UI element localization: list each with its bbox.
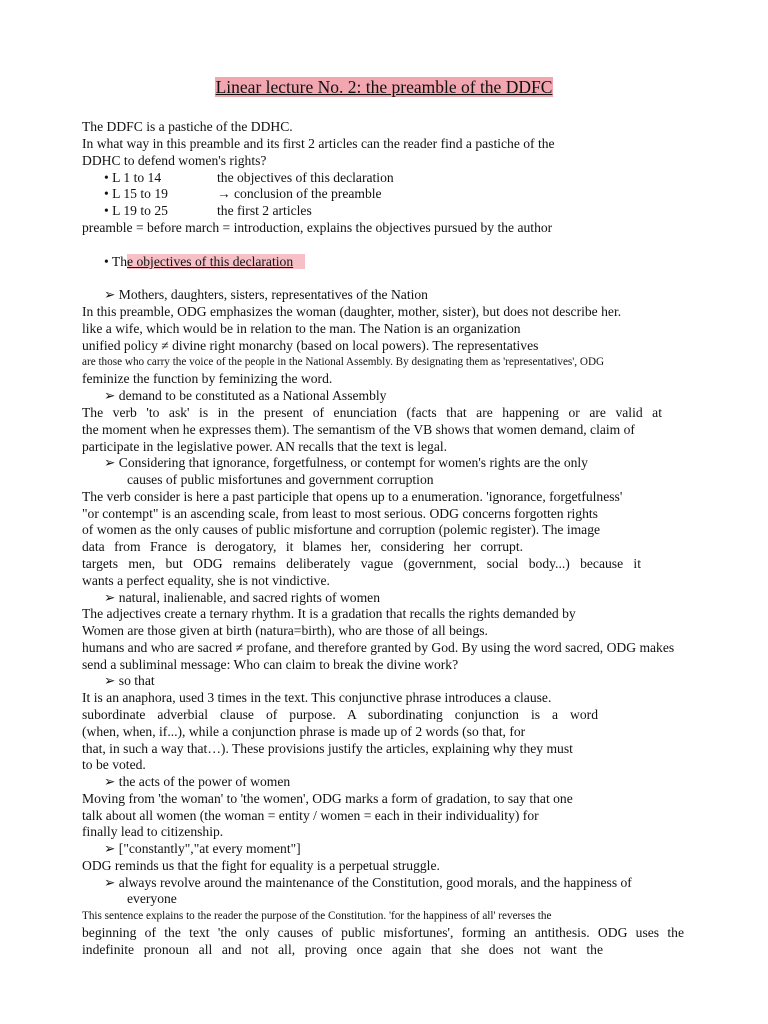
body-line: to be voted.: [82, 757, 146, 772]
body-line: that, in such a way that…). These provisions justify the articles, explaining why they must: [82, 741, 573, 756]
body-line: "or contempt" is an ascending scale, from least to most serious. ODG concerns forgotten rights: [82, 506, 598, 521]
plan-range: L 1 to 14: [112, 170, 162, 185]
body-line: ODG reminds us that the fight for equality is a perpetual struggle.: [82, 858, 440, 873]
quote-heading: [104, 841, 301, 857]
body-line: talk about all women (the woman = entity / women = each in their individuality) for: [82, 808, 539, 823]
quote-text: ["constantly","at every moment"]: [118, 841, 301, 856]
page-title-text: Linear lecture No. 2: the preamble of the DDFC: [215, 77, 553, 97]
body-line: data from France is derogatory, it blames her, considering her corrupt.: [82, 539, 523, 554]
body-line: beginning of the text 'the only causes of public misfortunes', forming an antithesis. ODG uses the: [82, 925, 684, 940]
body-line: The verb 'to ask' is in the present of enunciation (facts that are happening or are valid at: [82, 405, 662, 420]
quote-heading: [104, 774, 290, 790]
arrow-icon: ➢: [104, 774, 116, 789]
arrow-icon: ➢: [104, 590, 116, 605]
body-line: indefinite pronoun all and not all, proving once again that she does not want the: [82, 942, 603, 957]
body-line: wants a perfect equality, she is not vindictive.: [82, 573, 330, 588]
arrow-icon: ➢: [104, 455, 116, 470]
bullet: •: [104, 254, 109, 269]
quote-heading: [104, 388, 386, 404]
page-title: [0, 76, 768, 98]
quote-text: the acts of the power of women: [118, 774, 291, 789]
body-line: the moment when he expresses them). The semantism of the VB shows that women demand, claim of: [82, 422, 635, 437]
quote-text: Mothers, daughters, sisters, representatives of the Nation: [118, 287, 428, 302]
body-line: Moving from 'the woman' to 'the women', ODG marks a form of gradation, to say that one: [82, 791, 573, 806]
bullet: •: [104, 186, 109, 201]
quote-heading: [104, 875, 632, 891]
plan-desc: the objectives of this declaration: [217, 170, 394, 185]
body-line: In this preamble, ODG emphasizes the woman (daughter, mother, sister), but does not describe her.: [82, 304, 622, 319]
quote-heading: [104, 590, 380, 606]
body-line: (when, when, if...), while a conjunction phrase is made up of 2 words (so that, for: [82, 724, 526, 739]
quote-continuation: causes of public misfortunes and government corruption: [127, 472, 434, 487]
bullet: •: [104, 170, 109, 185]
body-line: The verb consider is here a past participle that opens up to a enumeration. 'ignorance, forgetfulness': [82, 489, 623, 504]
quote-text: Considering that ignorance, forgetfulness, or contempt for women's rights are the only: [118, 455, 588, 470]
plan-item: [104, 170, 161, 186]
body-line: It is an anaphora, used 3 times in the text. This conjunctive phrase introduces a clause.: [82, 690, 552, 705]
body-line: The adjectives create a ternary rhythm. It is a gradation that recalls the rights demanded by: [82, 606, 576, 621]
plan-range: L 19 to 25: [112, 203, 168, 218]
body-line: participate in the legislative power. AN recalls that the text is legal.: [82, 439, 448, 454]
intro-line: In what way in this preamble and its first 2 articles can the reader find a pastiche of the: [82, 136, 555, 151]
body-line: like a wife, which would be in relation to the man. The Nation is an organization: [82, 321, 521, 336]
body-line: of women as the only causes of public misfortune and corruption (polemic register). The image: [82, 522, 601, 537]
body-line: finally lead to citizenship.: [82, 824, 224, 839]
body-line: unified policy ≠ divine right monarchy (based on local powers). The representatives: [82, 338, 539, 353]
plan-item: [104, 186, 168, 202]
quote-text: demand to be constituted as a National Assembly: [118, 388, 387, 403]
quote-text: always revolve around the maintenance of the Constitution, good morals, and the happiness of: [118, 875, 632, 890]
section-heading-prefix: Th: [111, 254, 128, 269]
intro-line: DDHC to defend women's rights?: [82, 153, 267, 168]
plan-item: [104, 203, 168, 219]
plan-desc: → conclusion of the preamble: [217, 186, 382, 201]
plan-desc: the first 2 articles: [217, 203, 312, 218]
arrow-icon: ➢: [104, 388, 116, 403]
section-heading: [104, 254, 305, 270]
body-line: Women are those given at birth (natura=birth), who are those of all beings.: [82, 623, 488, 638]
section-heading-highlight: e objectives of this declaration: [127, 254, 305, 269]
quote-heading: [104, 455, 588, 471]
quote-heading: [104, 287, 428, 303]
quote-text: so that: [118, 673, 155, 688]
arrow-icon: ➢: [104, 841, 116, 856]
arrow-icon: ➢: [104, 875, 116, 890]
arrow-icon: ➢: [104, 673, 116, 688]
body-line: This sentence explains to the reader the purpose of the Constitution. 'for the happiness of all' reverses the: [82, 910, 552, 922]
body-line: are those who carry the voice of the people in the National Assembly. By designating them as 'representatives', ODG: [82, 356, 605, 368]
quote-continuation: everyone: [127, 891, 177, 906]
quote-text: natural, inalienable, and sacred rights of women: [118, 590, 381, 605]
preamble-definition: preamble = before march = introduction, explains the objectives pursued by the author: [82, 220, 553, 235]
body-line: feminize the function by feminizing the word.: [82, 371, 333, 386]
quote-heading: [104, 673, 155, 689]
body-line: humans and who are sacred ≠ profane, and therefore granted by God. By using the word sacred, ODG makes: [82, 640, 675, 655]
arrow-icon: ➢: [104, 287, 116, 302]
intro-line: The DDFC is a pastiche of the DDHC.: [82, 119, 293, 134]
bullet: •: [104, 203, 109, 218]
body-line: subordinate adverbial clause of purpose. A subordinating conjunction is a word: [82, 707, 598, 722]
body-line: targets men, but ODG remains deliberately vague (government, social body...) because it: [82, 556, 641, 571]
plan-range: L 15 to 19: [112, 186, 168, 201]
body-line: send a subliminal message: Who can claim to break the divine work?: [82, 657, 459, 672]
